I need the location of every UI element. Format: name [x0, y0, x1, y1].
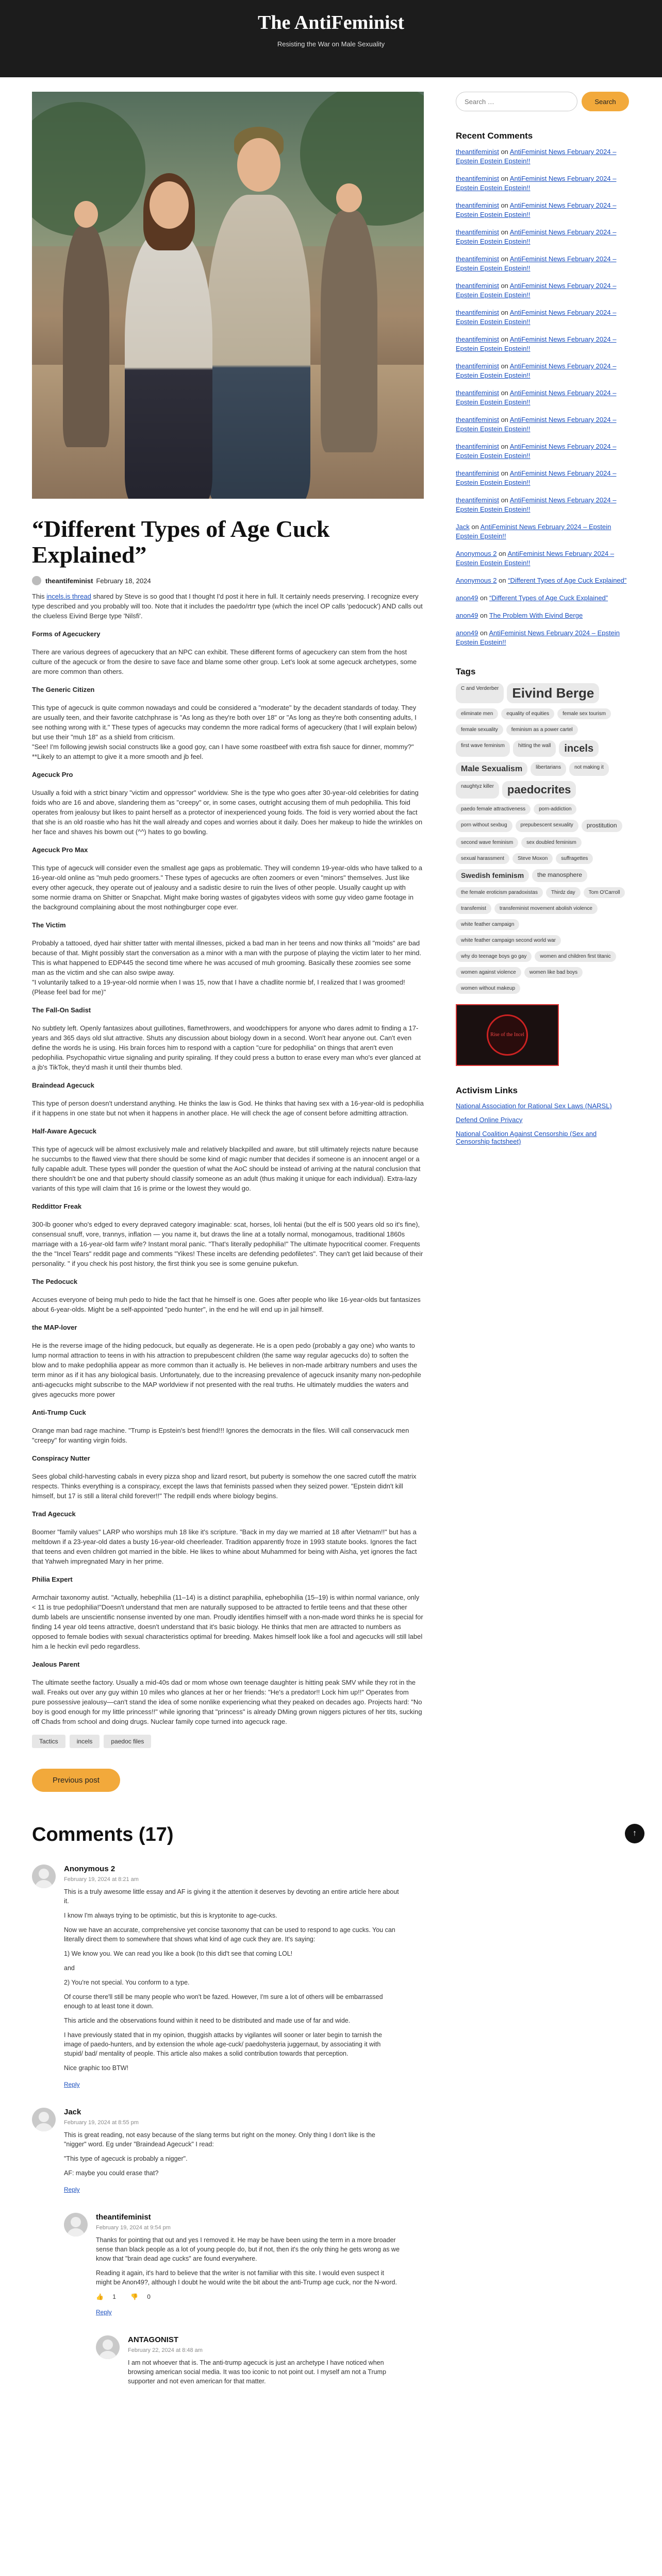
recent-comment-post-link[interactable]: AntiFeminist News February 2024 – Epstein Epstein Epstein!! — [456, 550, 615, 567]
thumbs-up-icon: 👍 — [96, 2293, 104, 2300]
recent-comment-post-link[interactable]: AntiFeminist News February 2024 – Epstein Epstein Epstein!! — [456, 523, 611, 540]
recent-comment-on: on — [469, 523, 481, 531]
recent-comment-item — [456, 594, 630, 603]
recent-comment-on: on — [478, 629, 489, 637]
comment-text — [128, 2358, 401, 2386]
recent-comment-author[interactable]: anon49 — [456, 594, 478, 602]
recent-comment-post-link[interactable]: “Different Types of Age Cuck Explained” — [489, 594, 608, 602]
comment-text — [64, 2130, 399, 2178]
rise-of-the-incel-banner[interactable] — [456, 1004, 559, 1066]
hero-figure — [63, 226, 109, 447]
recent-comment-post-link[interactable]: AntiFeminist News February 2024 – Epstein Epstein Epstein!! — [456, 496, 617, 513]
activism-link[interactable]: National Association for Rational Sex Laws (NARSL) — [456, 1101, 612, 1110]
dislike-button[interactable]: 👎 0 — [130, 2293, 151, 2300]
section-heading: Forms of Agecuckery — [32, 630, 101, 638]
recent-comment-on: on — [499, 362, 510, 370]
recent-comment-author[interactable]: theantifeminist — [456, 175, 499, 182]
comment-date[interactable]: February 19, 2024 at 8:21 am — [64, 1876, 139, 1883]
site-header — [0, 0, 662, 77]
activism-links-title: Activism Links — [456, 1085, 518, 1095]
tag-cloud-item[interactable]: Thirdz day — [546, 887, 581, 898]
comment — [32, 1865, 424, 2089]
comment-paragraph: Thanks for pointing that out and yes I removed it. He may be have been using the term in a more broader sense than black people as a lot of young people do, but if not, then it's the only thing he gets wrong as we know that "brain dead age cucks" are found everywhere. — [96, 2236, 400, 2262]
recent-comment-post-link[interactable]: AntiFeminist News February 2024 – Epstein Epstein Epstein!! — [456, 255, 617, 272]
tag-cloud-item[interactable]: Male Sexualism — [456, 762, 527, 776]
recent-comment-item — [456, 174, 630, 193]
recent-comment-item — [456, 255, 630, 273]
thumbs-down-icon: 👎 — [130, 2293, 138, 2300]
comment-paragraph: Now we have an accurate, comprehensive yet concise taxonomy that can be used to respond to age cucks. You can literally direct them to somewhere that shows what kind of age cuck they are. It's saying: — [64, 1926, 395, 1943]
recent-comment-item — [456, 415, 630, 434]
comment-author[interactable]: theantifeminist — [96, 2213, 151, 2222]
recent-comment-author[interactable]: theantifeminist — [456, 416, 499, 423]
tag-cloud-item[interactable]: eliminate men — [456, 708, 498, 719]
section-paragraph: Armchair taxonomy autist. "Actually, hebephilia (11–14) is a distinct paraphilia, ephebophilia (15–19) is within normal variance, only < 11 is true pedophilia!"Doesn't understand that men are naturally supposed to be attracted to fertile teens and that these other dumb labels are unscientific nonsense invented by one man. Proudly identifies himself with a non-made word thinks he is special for finding 14 year old teens attractive, doesn't understand that it's basic biology. He thinks that men are attracted to numbers as opposed to female bodies with sexual characteristics optimal for breeding. Makes himself look like a fool and agecucks will still label him a le heckin evil pedo regardless. — [32, 1594, 423, 1650]
comment-text — [96, 2235, 400, 2287]
tag-cloud-item[interactable]: paedo female attractiveness — [456, 804, 531, 815]
recent-comment-item — [456, 496, 630, 514]
comment-paragraph: Reading it again, it's hard to believe that the writer is not familiar with this site. I would even suspect it might be Anon49?, although I doubt he would write the bit about the anti-Trump age cuck, nor the N-word. — [96, 2269, 397, 2286]
recent-comment-on: on — [499, 201, 510, 209]
tag-cloud-item[interactable]: women without makeup — [456, 983, 520, 994]
incels-thread-link[interactable]: incels.is thread — [46, 592, 91, 600]
recent-comment-item — [456, 362, 630, 380]
recent-comment-item — [456, 442, 630, 461]
section-paragraph: Probably a tattooed, dyed hair shitter tatter with mental illnesses, picked a bad man in her teens and now thinks all "moids" are bad because of that. Might possibly start the conversation as a minor with a man with the purpose of playing the victim later to her mind. This is what happened to EDP445 the second time where he was accused of muh grooming. Basically these zoomies see some man as the victim and she can also swipe away. "I voluntarily talked to a 19-year-old normie when I was 15, now that I have a chadlite normie bf, I realized that I was groomed! (Please feel bad for me)" — [32, 939, 422, 996]
tag-cloud-item[interactable]: incels — [559, 740, 599, 757]
section-paragraph: This type of person doesn't understand anything. He thinks the law is God. He thinks that having sex with a 16-year-old is pedophilia if it happens in one state but not when it happens in another place. He will check the age of consent before admitting attraction. — [32, 1099, 424, 1117]
tag-cloud — [456, 683, 630, 999]
hero-man — [207, 195, 310, 499]
recent-comment-post-link[interactable]: The Problem With Eivind Berge — [489, 612, 583, 619]
section-heading: Conspiracy Nutter — [32, 1454, 90, 1462]
section-heading: Philia Expert — [32, 1575, 73, 1583]
recent-comment-author[interactable]: theantifeminist — [456, 255, 499, 263]
section-heading: Jealous Parent — [32, 1660, 80, 1668]
commenter-avatar — [64, 2213, 88, 2236]
previous-post-button[interactable]: Previous post — [32, 1769, 120, 1792]
recent-comment-author[interactable]: Anonymous 2 — [456, 577, 497, 584]
recent-comment-on: on — [499, 255, 510, 263]
recent-comment-on: on — [496, 550, 508, 557]
section-paragraph: The ultimate seethe factory. Usually a mid-40s dad or mom whose own teenage daughter is hitting peak SMV while they rot in the wall. Freaks out over any guy within 10 miles who glances at her or her friends: "He's a predator!! Lock him up!!" Operates from pure possessive jealousy—can't stand the idea of some nonlike experiencing what they peaked on decades ago. Projects hard: "No boy is good enough for my little princess!!" while ignoring that "princess" is already DMing grown niggers pictures of her tits, sucking off Chads from school and doing drugs. Nuclear family cope turned into agecuck rage. — [32, 1679, 422, 1725]
recent-comment-author[interactable]: theantifeminist — [456, 309, 499, 316]
comments-title: Comments (17) — [32, 1824, 174, 1845]
recent-comment-author[interactable]: theantifeminist — [456, 282, 499, 290]
comment — [32, 2108, 424, 2194]
main-content — [32, 92, 424, 2391]
featured-image — [32, 92, 424, 499]
recent-comment-on: on — [499, 389, 510, 397]
section-heading: The Pedocuck — [32, 1278, 78, 1285]
recent-comment-item — [456, 335, 630, 353]
recent-comment-item — [456, 629, 630, 647]
recent-comment-on: on — [499, 443, 510, 450]
tag-cloud-item[interactable]: female sexuality — [456, 724, 503, 735]
tag-cloud-item[interactable]: second wave feminism — [456, 837, 518, 848]
search-input[interactable] — [456, 92, 577, 111]
recent-comment-item — [456, 611, 630, 620]
recent-comment-on: on — [499, 335, 510, 343]
post-author[interactable]: theantifeminist — [45, 577, 93, 585]
recent-comment-author[interactable]: theantifeminist — [456, 201, 499, 209]
comment-author[interactable]: Jack — [64, 2108, 81, 2116]
tag-cloud-item[interactable]: Eivind Berge — [507, 683, 599, 703]
recent-comment-item — [456, 281, 630, 300]
search-button[interactable]: Search — [582, 92, 629, 111]
section-heading: The Fall-On Sadist — [32, 1006, 91, 1014]
recent-comment-item — [456, 147, 630, 166]
recent-comment-author[interactable]: theantifeminist — [456, 443, 499, 450]
recent-comment-author[interactable]: Jack — [456, 523, 470, 531]
recent-comment-on: on — [478, 594, 490, 602]
recent-comment-item — [456, 469, 630, 487]
hero-woman — [125, 231, 212, 499]
post-meta — [32, 576, 424, 585]
recent-comment-on: on — [499, 309, 510, 316]
section-paragraph: He is the reverse image of the hiding pedocuck, but equally as degenerate. He is a open pedo (probably a gay one) who wants to lump normal attraction to teens in with his attraction to prepubescent children (the same way regular agecucks do) to soften the blow and to make pedophilia appear as more common than it actually is. He believes in non-made arbitrary numbers and uses the term minor as if it has any biological basis. Unfortunately, due to the increasing prevalence of agecuck insanity many non-pedophile anti-agecucks might subscribe to the MAP worldview if not presented with the real truths. He ultimately muddies the waters and gives agecucks more power — [32, 1342, 421, 1398]
comment-date[interactable]: February 19, 2024 at 8:55 pm — [64, 2120, 139, 2126]
recent-comment-author[interactable]: theantifeminist — [456, 389, 499, 397]
post-tag[interactable]: incels — [70, 1735, 100, 1748]
comment-paragraph: I have previously stated that in my opinion, thuggish attacks by vigilantes will sooner or later begin to tarnish the image of paedo-hunters, and by extension the whole age-cuck/ paedohysteria juggernaut, by associating it with stupid/ bad/ mentality of people. This article also makes a solid contribution towards that perception. — [64, 2031, 383, 2057]
recent-comment-author[interactable]: theantifeminist — [456, 362, 499, 370]
reply-link[interactable]: Reply — [64, 2081, 80, 2088]
recent-comment-item — [456, 201, 630, 219]
recent-comment-author[interactable]: theantifeminist — [456, 228, 499, 236]
scroll-to-top-button[interactable] — [625, 1824, 644, 1843]
comment — [96, 2335, 424, 2391]
recent-comment-on: on — [499, 282, 510, 290]
section-paragraph: This type of agecuck is quite common nowadays and could be considered a "moderate" by the decadent standards of today. They are usually teen, and their favorite catchphrase is "As long as they're both over 18" or "As long as they're both consenting adults, I see nothing wrong with it." These types of agecucks may condemn the more radical forms of agecuckery (that I will explain below) but use their "muh 18" as a shield from criticism. "See! I'm following jewish social constructs like a good goy, can I have some roastbeef with extra fish sauce for dinner, mommy?" **Likely to an attempt to give it a more smooth and jb feel. — [32, 704, 417, 760]
tag-cloud-item[interactable]: women and children first titanic — [535, 951, 616, 962]
post-body — [32, 591, 424, 1726]
site-tagline: Resisting the War on Male Sexuality — [277, 40, 385, 48]
recent-comments-list — [456, 147, 630, 647]
recent-comment-post-link[interactable]: AntiFeminist News February 2024 – Epstein Epstein Epstein!! — [456, 228, 617, 245]
section-heading: Reddittor Freak — [32, 1202, 82, 1210]
search-form — [456, 92, 630, 111]
post-tags — [32, 1735, 424, 1748]
tag-cloud-item[interactable]: C and Verderber — [456, 683, 504, 703]
activism-link[interactable]: Defend Online Privacy — [456, 1115, 523, 1124]
comment-paragraph: 1) We know you. We can read you like a book (to this did't see that coming LOL! — [64, 1950, 293, 1957]
commenter-avatar — [32, 1865, 56, 1888]
tag-cloud-item[interactable]: Steve Moxon — [512, 853, 553, 864]
recent-comment-item — [456, 308, 630, 327]
tag-cloud-item[interactable]: hitting the wall — [513, 740, 556, 757]
comment-paragraph: I know I'm always trying to be optimistic, but this is kryptonite to age-cucks. — [64, 1912, 277, 1919]
recent-comment-author[interactable]: theantifeminist — [456, 496, 499, 504]
sidebar — [456, 92, 630, 2391]
reply-link[interactable]: Reply — [64, 2186, 80, 2193]
tag-cloud-item[interactable]: why do teenage boys go gay — [456, 951, 532, 962]
post-tag[interactable]: paedoc files — [104, 1735, 151, 1748]
section-paragraph: Accuses everyone of being muh pedo to hide the fact that he himself is one. Goes after people who like 16-year-olds but fantasizes about 6-year-olds. Might be a self-appointed "pedo hunter", in the end he will end up in jail himself. — [32, 1296, 421, 1313]
tag-cloud-item[interactable]: naughtyz killer — [456, 781, 499, 799]
section-heading: Half-Aware Agecuck — [32, 1127, 96, 1135]
like-button[interactable]: 👍 1 — [96, 2293, 116, 2300]
comment-paragraph: "This type of agecuck is probably a nigger". — [64, 2155, 188, 2162]
comment-text — [64, 1887, 399, 2073]
tag-cloud-item[interactable]: white feather campaign second world war — [456, 935, 561, 946]
section-heading: the MAP-lover — [32, 1324, 77, 1331]
tag-cloud-item[interactable]: the manosphere — [532, 869, 587, 882]
tags-title: Tags — [456, 667, 476, 676]
section-heading: Trad Agecuck — [32, 1510, 76, 1518]
recent-comment-on: on — [499, 148, 510, 156]
section-paragraph: There are various degrees of agecuckery that an NPC can exhibit. These different forms of agecuckery can stem from the host culture of the agecuck or from the desire to save face and blame some other group. Let's look at some agecuck archetypes, some are more common than others. — [32, 648, 417, 675]
comment-paragraph: Of course there'll still be many people who won't be fazed. However, I'm sure a lot of others will be embarrassed enough to at least tone it down. — [64, 1993, 383, 2010]
post-intro: This incels.is thread shared by Steve is so good that I thought I'd post it here in full. It certainly needs preserving. I recognize every type described and you probably will too. Note that it includes the paedo/rtrr type (which the incel OP calls 'pedocuck') AND calls out the clueless Eivind Berge type 'Nilsfi'. — [32, 592, 423, 620]
tag-cloud-item[interactable]: not making it — [569, 762, 609, 776]
post-sections — [32, 629, 424, 1726]
recent-comment-item — [456, 549, 630, 568]
tag-cloud-item[interactable]: Swedish feminism — [456, 869, 529, 882]
section-paragraph: Boomer "family values" LARP who worships muh 18 like it's scripture. "Back in my day we married at 18 after Vietnam!!" but has a meltdown if a 23-year-old dates a busty 16-year-old cheerleader. Tradition apparently froze in 1993 statute books. Ignores the fact that teens and even children got married in the bible. He likes to whine about Muhammed for being with Aisha, yet ignores the fact that Yahweh impregnated Mary in her prime. — [32, 1528, 417, 1565]
tag-cloud-item[interactable]: white feather campaign — [456, 919, 519, 930]
recent-comment-post-link[interactable]: “Different Types of Age Cuck Explained” — [508, 577, 627, 584]
recent-comment-on: on — [499, 175, 510, 182]
section-heading: Agecuck Pro Max — [32, 846, 88, 854]
comment-paragraph: This article and the observations found within it need to be distributed and made use of far and wide. — [64, 2017, 351, 2024]
tag-cloud-item[interactable]: libertarians — [531, 762, 566, 776]
tag-cloud-item[interactable]: first wave feminism — [456, 740, 510, 757]
tag-cloud-item[interactable]: prostitution — [582, 820, 622, 832]
section-heading: Agecuck Pro — [32, 771, 73, 778]
comment-paragraph: I am not whoever that is. The anti-trump agecuck is just an archetype I have noticed when browsing american social media. It was too iconic to not point out. I myself am not a Trump supporter and not even american for that matter. — [128, 2359, 386, 2385]
page-layout — [0, 77, 662, 2391]
section-heading: The Generic Citizen — [32, 686, 95, 693]
arrow-up-icon: ↑ — [633, 1829, 637, 1838]
recent-comment-on: on — [478, 612, 489, 619]
recent-comment-post-link[interactable]: AntiFeminist News February 2024 – Epstein Epstein Epstein!! — [456, 282, 617, 299]
site-title[interactable]: The AntiFeminist — [258, 12, 404, 33]
tag-cloud-item[interactable]: suffragettes — [556, 853, 593, 864]
reply-link[interactable]: Reply — [96, 2309, 112, 2316]
tag-cloud-item[interactable]: sex doubled feminism — [521, 837, 582, 848]
banner-seal: Rise of the Incel — [487, 1014, 528, 1056]
comment-paragraph: AF: maybe you could erase that? — [64, 2170, 159, 2177]
comment — [64, 2213, 424, 2317]
comment-paragraph: and — [64, 1964, 75, 1972]
section-paragraph: 300-lb gooner who's edged to every depraved category imaginable: scat, horses, loli hentai (but the elf is 500 years old so it's fine), consensual snuff, vore, trannys, inflation — you name it, but draws the line at a totally normal, monogamous, traditional 1860s marriage with a 16-year-old farm wife? Instant moral panic. "That's literally pedophilia!" The ultimate hypocritical coomer. Frequents the the "Incel Tears" reddit page and comments "Yikes! These incelts are defending pedofiletes". They can't get laid because of their personality. " if you check his post history, the first think you see is some genuine pukefun. — [32, 1221, 423, 1267]
recent-comment-item — [456, 522, 630, 541]
comment-paragraph: This is a truly awesome little essay and AF is giving it the attention it deserves by devoting an entire article here about it. — [64, 1888, 399, 1905]
recent-comment-post-link[interactable]: AntiFeminist News February 2024 – Epstein Epstein Epstein!! — [456, 175, 617, 192]
comment-date[interactable]: February 19, 2024 at 9:54 pm — [96, 2225, 171, 2231]
recent-comment-on: on — [499, 496, 510, 504]
comment-reactions — [96, 2292, 400, 2301]
section-heading: The Victim — [32, 921, 66, 929]
tag-cloud-item[interactable]: women against violence — [456, 967, 521, 978]
commenter-avatar — [32, 2108, 56, 2131]
section-paragraph: This type of agecuck will be almost exclusively male and relatively blackpilled and aware, but still ultimately rejects nature because he succumbs to the flawed view that there should be some kind of magic number that decides if someone is an innocent angel or a fully capable adult. These types will ponder the question of what the AoC should be instead of arriving at the natural conclusion that there shouldn't be one and that puberty should classify someone as an adult (thus making it unique for each individual). Extra-lazy variants of this type will claim that 16 is prime or the lowest they would go. — [32, 1145, 421, 1192]
tag-cloud-item[interactable]: women like bad boys — [524, 967, 583, 978]
recent-comment-on: on — [499, 469, 510, 477]
comment-paragraph: Nice graphic too BTW! — [64, 2064, 129, 2072]
recent-comment-on: on — [499, 416, 510, 423]
recent-comment-item — [456, 388, 630, 407]
recent-comment-on: on — [499, 228, 510, 236]
tag-cloud-item[interactable]: Tom O'Carroll — [584, 887, 625, 898]
author-avatar — [32, 576, 41, 585]
post-tag[interactable]: Tactics — [32, 1735, 65, 1748]
recent-comment-post-link[interactable]: AntiFeminist News February 2024 – Epstein Epstein Epstein!! — [456, 148, 617, 165]
tag-cloud-item[interactable]: porn without sexbug — [456, 820, 512, 832]
activism-link[interactable]: National Coalition Against Censorship (Sex and Censorship factsheet) — [456, 1129, 597, 1145]
section-paragraph: Sees global child-harvesting cabals in every pizza shop and lizard resort, but puberty is somehow the one sacred cutoff the matrix respects. Thinks everything is a conspiracy, except the laws that feminists passed when they seized power. "Epstein didn't kill himself, but 17 is still a literal child forever!!" The redpill ends where biology begins. — [32, 1472, 417, 1500]
recent-comment-post-link[interactable]: AntiFeminist News February 2024 – Epstein Epstein Epstein!! — [456, 389, 617, 406]
tag-cloud-item[interactable]: porn-addiction — [534, 804, 576, 815]
recent-comment-item — [456, 576, 630, 585]
post-date: February 18, 2024 — [96, 577, 151, 585]
tag-cloud-item[interactable]: prepubescent sexuality — [516, 820, 578, 832]
comment-author[interactable]: ANTAGONIST — [128, 2335, 179, 2344]
section-heading: Anti-Trump Cuck — [32, 1409, 86, 1416]
section-paragraph: Orange man bad rage machine. "Trump is Epstein's best friend!!! Ignores the democrats in the files. Will call conservacuck men "creepy" for wanting virgin foids. — [32, 1427, 409, 1444]
recent-comment-post-link[interactable]: AntiFeminist News February 2024 – Epstein Epstein Epstein!! — [456, 335, 617, 352]
comment-paragraph: This is great reading, not easy because of the slang terms but right on the money. Only thing I don't like is the "nigger" word. Eg under "Braindead Agecuck" I read: — [64, 2131, 375, 2148]
comment-date[interactable]: February 22, 2024 at 8:48 am — [128, 2347, 203, 2353]
post-title: “Different Types of Age Cuck Explained” — [32, 516, 330, 568]
section-paragraph: Usually a foid with a strict binary "victim and oppressor" worldview. She is the type who goes after 30-year-old celebrities for dating foids who are 16 and above, slandering them as "creepy" or, in some cases, outright accusing them of muh pedophilia. This foid operates from jealousy but likes to paint herself as a protector of inexperienced young foids. The foid is very worried about the fact that she is an old roastie who has hit the wall already and copes and worries about it daily. Does her makeup to hide the wrinkles on her face and shaves his bowm out (^^) hates to go bowling. — [32, 789, 423, 836]
hero-figure — [321, 210, 377, 452]
commenter-avatar — [96, 2335, 120, 2359]
recent-comment-author[interactable]: Anonymous 2 — [456, 550, 497, 557]
recent-comment-post-link[interactable]: AntiFeminist News February 2024 – Epstein Epstein Epstein!! — [456, 629, 620, 646]
recent-comment-author[interactable]: theantifeminist — [456, 469, 499, 477]
tag-cloud-item[interactable]: equality of equities — [501, 708, 554, 719]
tag-cloud-item[interactable]: sexual harassment — [456, 853, 509, 864]
recent-comment-item — [456, 228, 630, 246]
tag-cloud-item[interactable]: female sex tourism — [557, 708, 611, 719]
activism-links-list — [456, 1102, 630, 1145]
recent-comment-author[interactable]: anon49 — [456, 612, 478, 619]
comment-paragraph: 2) You're not special. You conform to a type. — [64, 1979, 190, 1986]
comment-author[interactable]: Anonymous 2 — [64, 1865, 115, 1873]
recent-comment-post-link[interactable]: AntiFeminist News February 2024 – Epstein Epstein Epstein!! — [456, 443, 617, 460]
tag-cloud-item[interactable]: transfeminist movement abolish violence — [494, 903, 598, 914]
recent-comment-author[interactable]: theantifeminist — [456, 148, 499, 156]
tag-cloud-item[interactable]: transfemist — [456, 903, 491, 914]
recent-comment-post-link[interactable]: AntiFeminist News February 2024 – Epstein Epstein Epstein!! — [456, 362, 617, 379]
tag-cloud-item[interactable]: paedocrites — [502, 781, 576, 799]
recent-comments-title: Recent Comments — [456, 131, 533, 141]
recent-comment-post-link[interactable]: AntiFeminist News February 2024 – Epstein Epstein Epstein!! — [456, 469, 617, 486]
recent-comment-author[interactable]: theantifeminist — [456, 335, 499, 343]
section-paragraph: This type of agecuck will consider even the smallest age gaps as problematic. They will condemn 19-year-olds who have talked to a 16-year-old online as "muh pedo groomers." These types of agecucks are often zoomers or even "minors" themselves. Just like every other agecuck, they operate out of jealousy and a sadistic desire to ruin the lives of other people. Usually caught up with some normie drama on Shitter or Snapchat. Might make boring wastes of gigabytes videos with some guy video game footage in the background complaining about the most nothingburger cope ever. — [32, 864, 423, 911]
recent-comment-on: on — [496, 577, 508, 584]
tag-cloud-item[interactable]: the female eroticism paradoxistas — [456, 887, 543, 898]
recent-comment-post-link[interactable]: AntiFeminist News February 2024 – Epstein Epstein Epstein!! — [456, 416, 617, 433]
recent-comment-post-link[interactable]: AntiFeminist News February 2024 – Epstein Epstein Epstein!! — [456, 201, 617, 218]
recent-comment-author[interactable]: anon49 — [456, 629, 478, 637]
tag-cloud-item[interactable]: feminism as a power cartel — [506, 724, 578, 735]
section-paragraph: No subtlety left. Openly fantasizes about guillotines, flamethrowers, and woodchippers for anyone who dares admit to finding a 17-years and 365 days old slut attractive. Shuts any discussion about biology down in a second. Won't hear anyone out. Can't even define the words he is using. His brain forces him to respond with a caption "cure for pedophilia" on things that aren't even pedophilia. Psychopathic virtue signaling and purity spiraling. If they could press a button to erase every man who's ever glanced at a jb's TikTok, they'd mash it until their thumbs bled. — [32, 1024, 421, 1071]
recent-comment-post-link[interactable]: AntiFeminist News February 2024 – Epstein Epstein Epstein!! — [456, 309, 617, 326]
section-heading: Braindead Agecuck — [32, 1081, 94, 1089]
